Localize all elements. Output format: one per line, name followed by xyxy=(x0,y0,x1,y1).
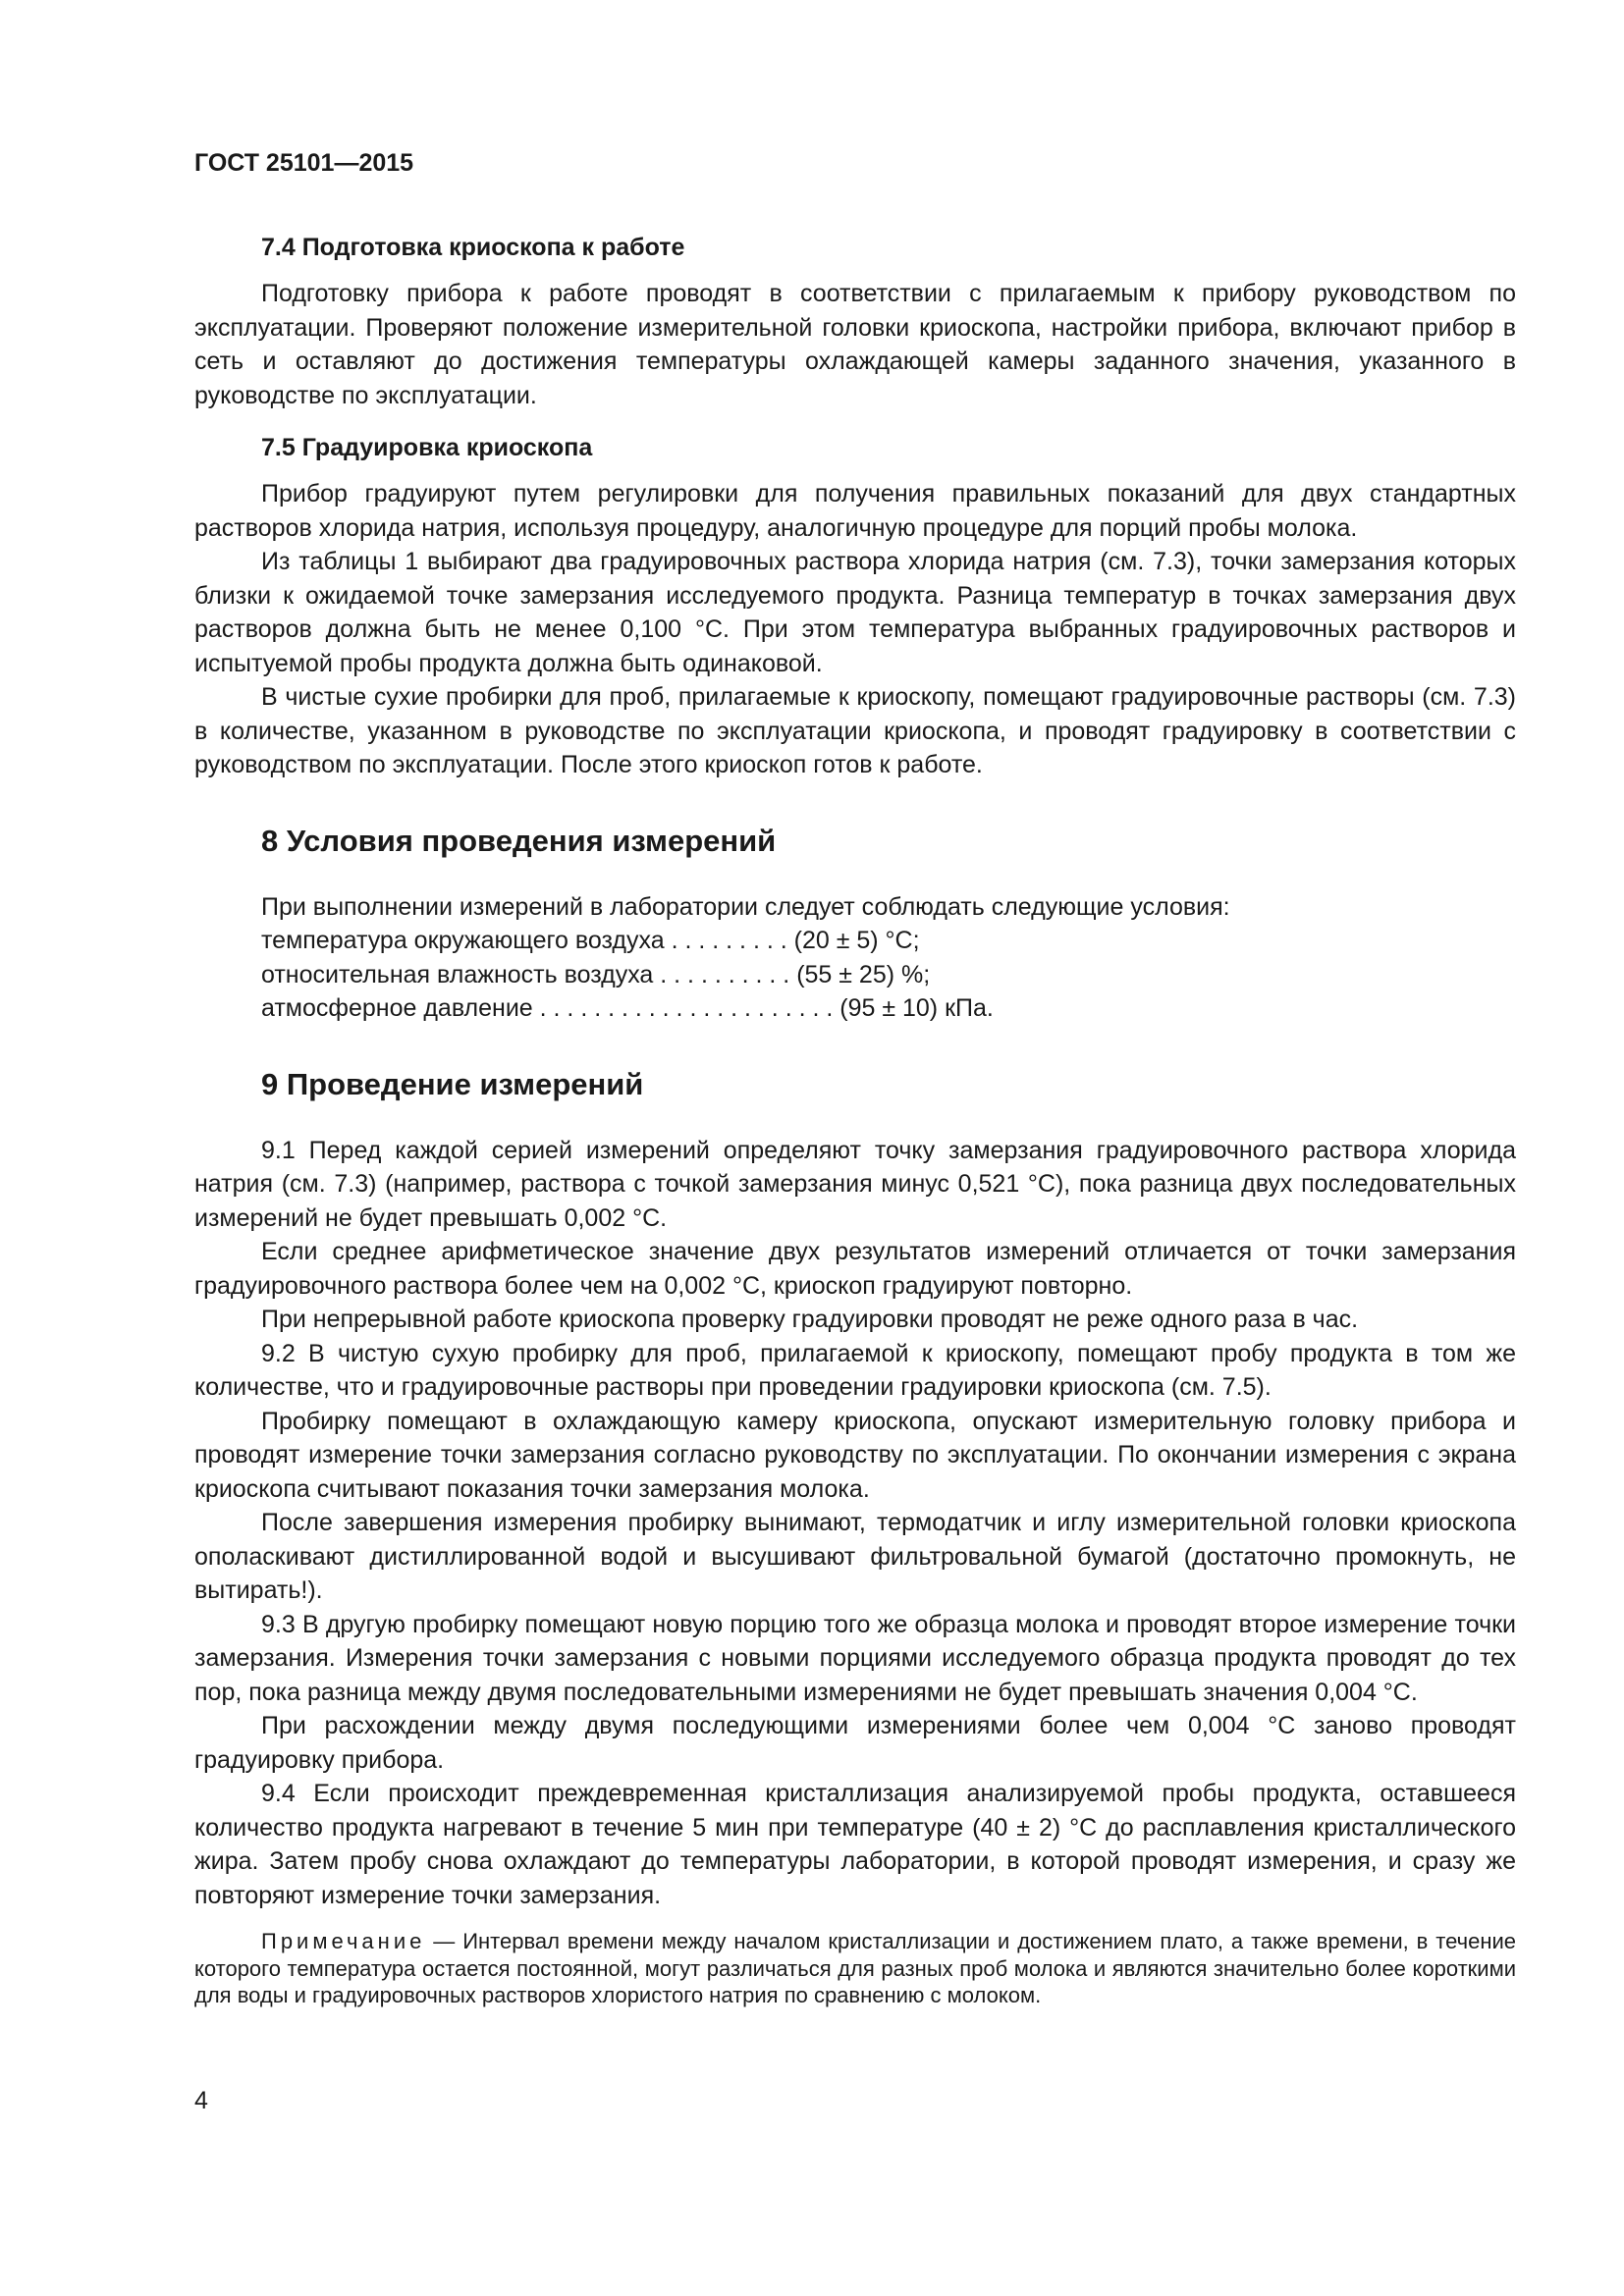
section-9-paragraph-3: При непрерывной работе криоскопа проверку градуировки проводят не реже одного раза в час. xyxy=(261,1306,1359,1333)
section-9-title: 9 Проведение измерений xyxy=(261,1066,644,1101)
section-9 xyxy=(194,1065,1516,2009)
condition-pressure: атмосферное давление . . . . . . . . . . . . . . . . . . . . . . (95 ± 10) кПа. xyxy=(261,994,994,1022)
note-text: — Интервал времени между началом кристаллизации и достижением плато, а также времени, в течение которого температура остается постоянной, могут различаться для разных проб молока и являются значительно более короткими для воды и градуировочных растворов хлористого натрия по сравнению с молоком. xyxy=(194,1929,1516,2007)
page-number: 4 xyxy=(194,2087,208,2114)
section-9-paragraph-4: 9.2 В чистую сухую пробирку для проб, прилагаемой к криоскопу, помещают пробу продукта в том же количестве, что и градуировочные растворы при проведении градуировки криоскопа (см. 7.5). xyxy=(194,1339,1516,1401)
section-7-5-title: 7.5 Градуировка криоскопа xyxy=(261,434,593,461)
section-7-4-title: 7.4 Подготовка криоскопа к работе xyxy=(261,234,685,261)
condition-temperature: температура окружающего воздуха . . . . . . . . . (20 ± 5) °С; xyxy=(261,927,920,954)
section-8-title: 8 Условия проведения измерений xyxy=(261,823,777,858)
document-page xyxy=(194,147,1516,2009)
section-7-5 xyxy=(194,432,1516,782)
section-9-paragraph-8: При расхождении между двумя последующими измерениями более чем 0,004 °С заново проводят градуировку прибора. xyxy=(194,1712,1516,1774)
note xyxy=(194,1928,1516,2009)
section-8 xyxy=(194,822,1516,1026)
section-7-5-paragraph-1: Прибор градуируют путем регулировки для получения правильных показаний для двух стандартных растворов хлорида натрия, используя процедуру, аналогичную процедуре для порций пробы молока. xyxy=(194,480,1516,542)
section-7-5-paragraph-2: Из таблицы 1 выбирают два градуировочных раствора хлорида натрия (см. 7.3), точки замерзания которых близки к ожидаемой точке замерзания исследуемого продукта. Разница температур в точках замерзания двух растворов должна быть не менее 0,100 °С. При этом температура выбранных градуировочных растворов и испытуемой пробы продукта должна быть одинаковой. xyxy=(194,548,1516,677)
document-code-header: ГОСТ 25101—2015 xyxy=(194,149,414,177)
section-9-paragraph-6: После завершения измерения пробирку вынимают, термодатчик и иглу измерительной головки криоскопа ополаскивают дистиллированной водой и высушивают фильтровальной бумагой (достаточно промокнуть, не вытирать!). xyxy=(194,1509,1516,1604)
conditions-intro: При выполнении измерений в лаборатории следует соблюдать следующие условия: xyxy=(261,892,1230,921)
section-7-4 xyxy=(194,232,1516,412)
section-9-paragraph-2: Если среднее арифметическое значение двух результатов измерений отличается от точки замерзания градуировочного раствора более чем на 0,002 °С, криоскоп градуируют повторно. xyxy=(194,1238,1516,1300)
section-9-paragraph-1: 9.1 Перед каждой серией измерений определяют точку замерзания градуировочного раствора хлорида натрия (см. 7.3) (например, раствора с точкой замерзания минус 0,521 °С), пока разница двух последовательных измерений не будет превышать 0,002 °С. xyxy=(194,1136,1516,1232)
section-9-paragraph-5: Пробирку помещают в охлаждающую камеру криоскопа, опускают измерительную головку прибора и проводят измерение точки замерзания согласно руководству по эксплуатации. По окончании измерения с экрана криоскопа считывают показания точки замерзания молока. xyxy=(194,1407,1516,1503)
condition-humidity: относительная влажность воздуха . . . . . . . . . . (55 ± 25) %; xyxy=(261,960,931,988)
section-9-paragraph-9: 9.4 Если происходит преждевременная кристаллизация анализируемой пробы продукта, оставшееся количество продукта нагревают в течение 5 мин при температуре (40 ± 2) °С до расплавления кристаллического жира. Затем пробу снова охлаждают до температуры лаборатории, в которой проводят измерения, и сразу же повторяют измерение точки замерзания. xyxy=(194,1780,1516,1909)
section-9-paragraph-7: 9.3 В другую пробирку помещают новую порцию того же образца молока и проводят второе измерение точки замерзания. Измерения точки замерзания с новыми порциями исследуемого образца продукта проводят до тех пор, пока разница между двумя последовательными измерениями не будет превышать значения 0,004 °С. xyxy=(194,1610,1516,1706)
note-label: Примечание xyxy=(261,1929,426,1953)
section-7-4-paragraph-1: Подготовку прибора к работе проводят в соответствии с прилагаемым к прибору руководством по эксплуатации. Проверяют положение измерительной головки криоскопа, настройки прибора, включают прибор в сеть и оставляют до достижения температуры охлаждающей камеры заданного значения, указанного в руководстве по эксплуатации. xyxy=(194,280,1516,409)
section-7-5-paragraph-3: В чистые сухие пробирки для проб, прилагаемые к криоскопу, помещают градуировочные растворы (см. 7.3) в количестве, указанном в руководстве по эксплуатации криоскопа, и проводят градуировку в соответствии с руководством по эксплуатации. После этого криоскоп готов к работе. xyxy=(194,683,1516,778)
